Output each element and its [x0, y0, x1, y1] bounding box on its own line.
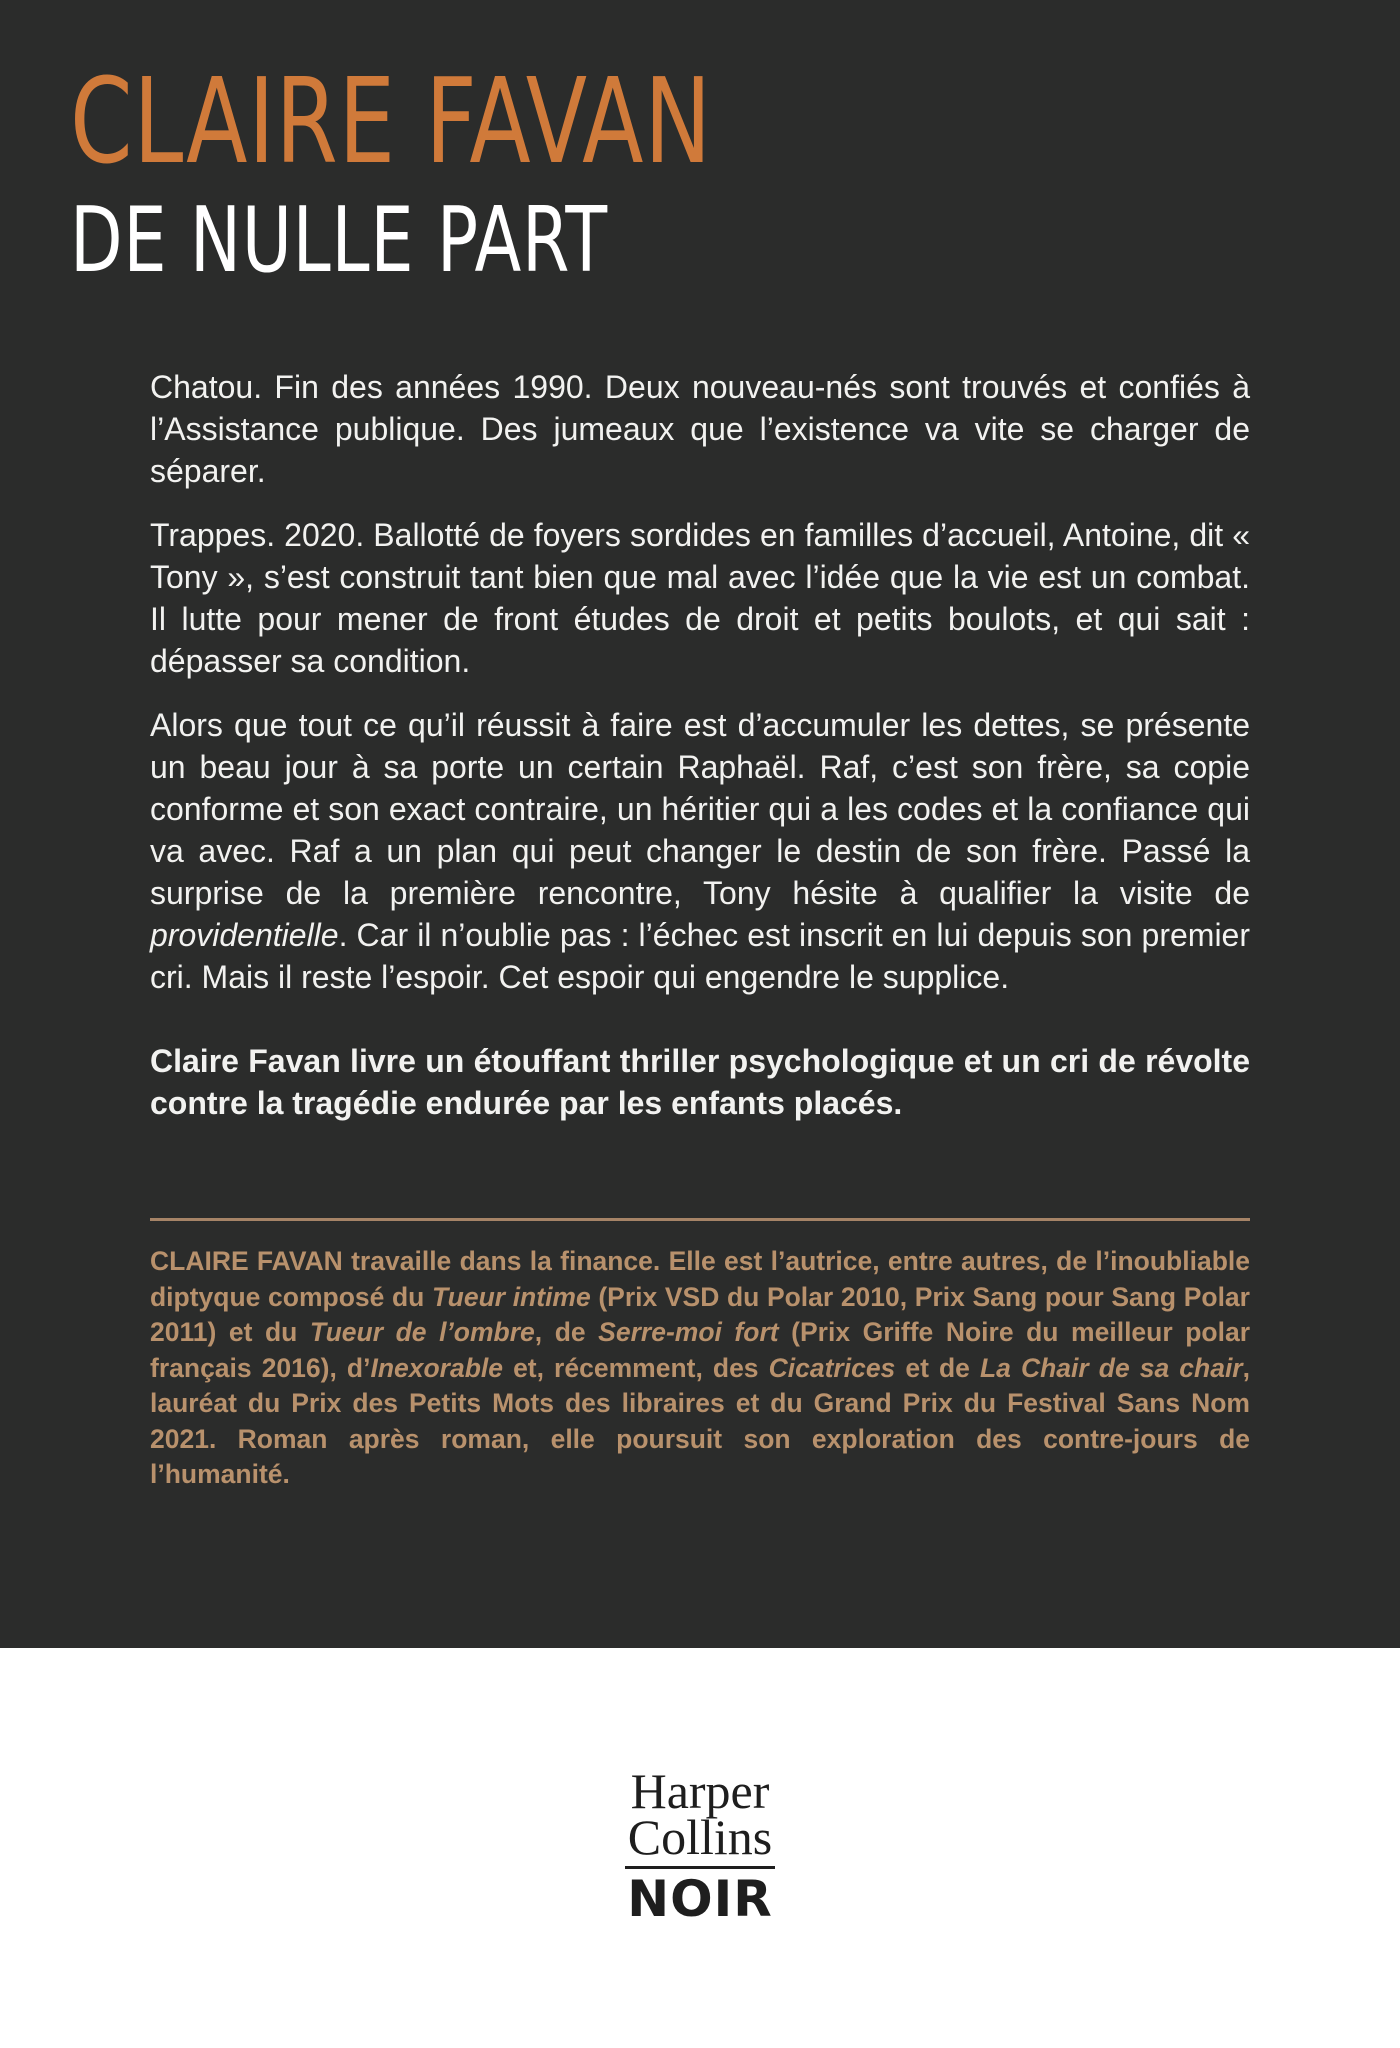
blurb-italic-word: providentielle — [150, 917, 339, 953]
book-title: DE NULLE PART — [70, 188, 608, 293]
bio-text: CLAIRE FAVAN travaille dans la finance. Elle est l’autrice, entre autres, de l’inoubliable diptyque composé du — [150, 1246, 1250, 1312]
blurb-paragraph: Trappes. 2020. Ballotté de foyers sordides en familles d’accueil, Antoine, dit « Tony », s’est construit tant bien que mal avec l’idée que la vie est un combat. Il lutte pour mener de front études de droit et petits boulots, et qui sait : dépasser sa condition. — [150, 517, 1250, 679]
blurb-closing-statement: Claire Favan livre un étouffant thriller psychologique et un cri de révolte contre la tragédie endurée par les enfants placés. — [150, 1043, 1250, 1121]
author-name: CLAIRE FAVAN — [70, 52, 713, 190]
blurb-paragraph: Chatou. Fin des années 1990. Deux nouveau-nés sont trouvés et confiés à l’Assistance publique. Des jumeaux que l’existence va vite se charger de séparer. — [150, 369, 1250, 489]
bio-text: , de — [534, 1317, 599, 1347]
book-reference: Tueur intime — [431, 1281, 591, 1312]
bio-text: et, récemment, des — [503, 1352, 769, 1383]
book-reference: Inexorable — [370, 1352, 504, 1383]
blurb-paragraph — [150, 704, 1250, 998]
bio-text: (Prix Griffe Noire du meilleur polar français 2016), d’ — [150, 1317, 1251, 1383]
logo-imprint: NOIR — [627, 1870, 773, 1928]
logo-rule — [625, 1866, 775, 1869]
book-reference: Tueur de l’ombre — [309, 1317, 535, 1347]
book-reference: Cicatrices — [768, 1352, 896, 1383]
book-reference: Serre-moi fort — [598, 1317, 779, 1347]
bio-text: (Prix VSD du Polar 2010, Prix Sang pour Sang Polar 2011) et du — [150, 1281, 1250, 1347]
author-bio — [150, 1244, 1250, 1493]
publisher-logo — [620, 1763, 780, 1928]
logo-collins: Collins — [627, 1809, 773, 1865]
blurb-text-segment: . Car il n’oublie pas : l’échec est inscrit en lui depuis son premier cri. Mais il reste l’espoir. Cet espoir qui engendre le supplice. — [150, 917, 1250, 995]
section-divider — [150, 1218, 1250, 1221]
bio-text: , lauréat du Prix des Petits Mots des libraires et du Grand Prix du Festival Sans Nom 2021. Roman après roman, elle poursuit son exploration des contre-jours de l’humanité. — [150, 1352, 1250, 1489]
bio-text: et de — [895, 1352, 980, 1383]
blurb-text — [150, 366, 1250, 1146]
logo-harper: Harper — [630, 1763, 770, 1819]
book-reference: La Chair de sa chair — [979, 1352, 1243, 1383]
blurb-text-segment: Alors que tout ce qu’il réussit à faire est d’accumuler les dettes, se présente un beau jour à sa porte un certain Raphaël. Raf, c’est son frère, sa copie conforme et son exact contraire, un héritier qui a les codes et la confiance qui va avec. Raf a un plan qui peut changer le destin de son frère. Passé la surprise de la première rencontre, Tony hésite à qualifier la visite de — [150, 707, 1250, 911]
